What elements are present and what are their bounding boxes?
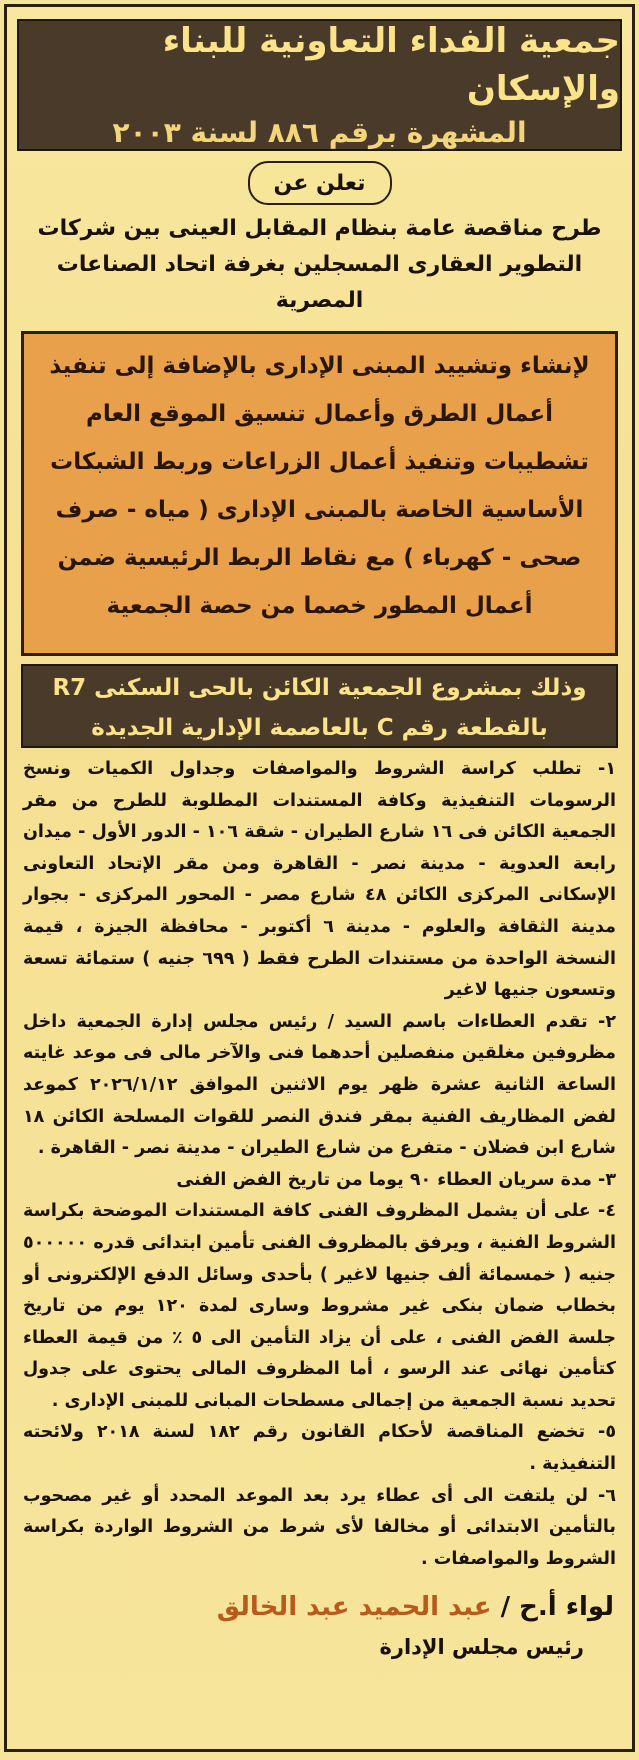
clauses-list <box>23 754 616 1575</box>
clause-item: ٥- تخضع المناقصة لأحكام القانون رقم ١٨٢ لسنة ٢٠١٨ ولائحته التنفيذية . <box>23 1422 616 1475</box>
clause-item: ٢- تقدم العطاءات باسم السيد / رئيس مجلس إدارة الجمعية داخل مظروفين مغلقين منفصلين أحدهما فنى والآخر مالى فى موعد غايته الساعة الثانية عشرة ظهر يوم الاثنين الموافق ٢٠٢٦/١/١٢ كموعد لفض المظاريف الفنية بمقر فندق النصر للقوات المسلحة الكائن ١٨ شارع ابن فضلان - متفرع من شارع الطيران - مدينة نصر - القاهرة . <box>23 1011 616 1159</box>
tender-intro: طرح مناقصة عامة بنظام المقابل العينى بين شركات التطوير العقارى المسجلين بغرفة اتحاد الصناعات المصرية <box>37 216 602 313</box>
announces-badge: تعلن عن <box>248 161 392 205</box>
advertisement-page <box>4 4 635 1752</box>
signatory-rank: لواء أ.ح / <box>500 1592 614 1623</box>
clause-item: ٦- لن يلتفت الى أى عطاء يرد بعد الموعد المحدد أو غير مصحوب بالتأمين الابتدائى أو مخالفا لأى شرط من الشروط الواردة بكراسة الشروط والمواصفات . <box>23 1485 616 1569</box>
association-title: جمعية الفداء التعاونية للبناء والإسكان <box>162 21 620 109</box>
clause-item: ٣- مدة سريان العطاء ٩٠ يوما من تاريخ الفض الفنى <box>176 1169 616 1190</box>
signature-block <box>25 1585 614 1665</box>
signatory-line <box>25 1585 614 1629</box>
signatory-name: عبد الحميد عبد الخالق <box>216 1592 492 1623</box>
clause-item: ١- تطلب كراسة الشروط والمواصفات وجداول الكميات ونسخ الرسومات التنفيذية وكافة المستندات المطلوبة للطرح من مقر الجمعية الكائن فى ١٦ شارع الطيران - شقة ١٠٦ - الدور الأول - ميدان رابعة العدوية - مدينة نصر - القاهرة ومن مقر الإتحاد التعاونى الإسكانى المركزى الكائن ٤٨ شارع مصر - المحور المركزى - بجوار مدينة الثقافة والعلوم - مدينة ٦ أكتوبر - محافظة الجيزة ، قيمة النسخة الواحدة من مستندات الطرح فقط ( ٦٩٩ جنيه ) ستمائة تسعة وتسعون جنيها لاغير <box>23 759 616 1001</box>
clause-item: ٤- على أن يشمل المظروف الفنى كافة المستندات الموضحة بكراسة الشروط الفنية ، ويرفق بالمظروف الفنى تأمين ابتدائى قدره ٥٠٠٠٠٠ جنيه ( خمسمائة ألف جنيها لاغير ) بأحدى وسائل الدفع الإلكترونى أو بخطاب ضمان بنكى غير مشروط وسارى لمدة ١٢٠ يوم من تاريخ جلسة الفض الفنى ، على أن يزاد التأمين الى ٥ ٪ من قيمة العطاء كتأمين نهائى عند الرسو ، أما المظروف المالى يحتوى على جدول تحديد نسبة الجمعية من إجمالى مسطحات المبانى للمبنى الإدارى . <box>23 1201 616 1411</box>
header-banner <box>17 19 622 151</box>
registration-subtitle: المشهرة برقم ٨٨٦ لسنة ٢٠٠٣ <box>112 116 527 149</box>
signatory-title: رئيس مجلس الإدارة <box>379 1635 584 1660</box>
scope-box: لإنشاء وتشييد المبنى الإدارى بالإضافة إلى تنفيذ أعمال الطرق وأعمال تنسيق الموقع العام تشطيبات وتنفيذ أعمال الزراعات وربط الشبكات الأساسية الخاصة بالمبنى الإدارى ( مياه - صرف صحى - كهرباء ) مع نقاط الربط الرئيسية ضمن أعمال المطور خصما من حصة الجمعية <box>21 331 618 656</box>
project-location-banner: وذلك بمشروع الجمعية الكائن بالحى السكنى R7 بالقطعة رقم C بالعاصمة الإدارية الجديدة <box>21 664 618 748</box>
